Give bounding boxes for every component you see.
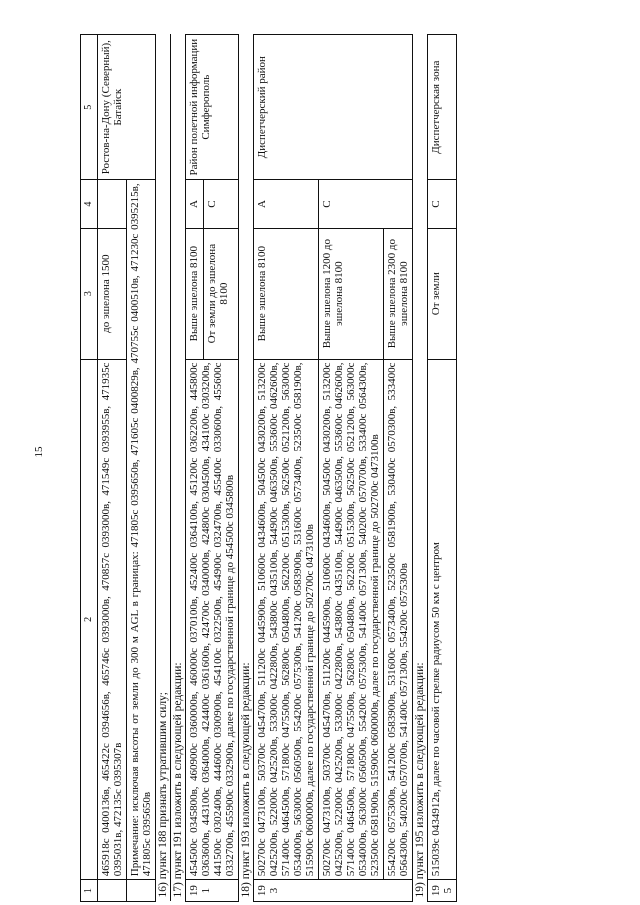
table-row-193a [254, 35, 319, 902]
cell-altitude [186, 228, 239, 359]
cell-coordinates: 465918с 0400136в, 465422с 0394656в, 465746с 0393000в, 470857с 0393000в, 471549с 0393955в, 471935с 0395031в, 472135с 0395307в [98, 359, 127, 880]
cell-zone: Ростов-на-Дону (Северный), Батайск [98, 35, 156, 180]
cell-class [186, 180, 239, 228]
list-item [239, 35, 254, 902]
table-row-continued [98, 35, 127, 902]
altitude-class-c: От земли до эшелона 8100 [203, 229, 230, 359]
cell-num-empty [127, 880, 156, 902]
col-number-1: 1 [81, 880, 98, 902]
cell-coordinates-c: 502700с 0473100в, 503700с 0454700в, 511200с 0445900в, 510600с 0434600в, 504500с 0430200в, 513200с 0425200в, 522000с 0425200в, 533000с 0422800в, 543800с 0435100в, 544900с 0463500в, 553600с 0462600в, 571400с 0464500в, 571800с 0475500в, 562800с 0504800в, 562200с 0515300в, 562500с 0521200в, 563000с 0534000в, 563000с 0560500в, 554200с 0575300в, 541400с 0571300в, 540200с 0570700в, 533400с 0564300в, 523500с 0581900в, 515900с 0600000в, далее по государственной границе до 502700с 0473100в [319, 359, 384, 880]
col-number-2: 2 [81, 359, 98, 880]
note-text: Примечание: исключая высоты от земли до 300 м AGL в границах: 471805с 0395650в, 471605с 0400829в, 470755с 0400510в, 471230с 0395215в, 471805с 0395650в [127, 180, 156, 880]
list-item [413, 35, 428, 902]
col-number-4: 4 [81, 180, 98, 228]
table-row-195 [428, 35, 457, 902]
amendment-item-19: 19) пункт 195 изложить в следующей редакции: [413, 35, 428, 902]
cell-coordinates: 515039с 0434912в, далее по часовой стрелке радиусом 50 км с центром [428, 359, 457, 880]
amendment-item-16: 16) пункт 188 признать утратившим силу; [156, 35, 171, 902]
cell-class-empty [98, 180, 127, 228]
col-number-3: 3 [81, 228, 98, 359]
cell-class-a: А [254, 180, 319, 228]
table-row-191 [186, 35, 239, 902]
cell-zone: Диспетчерская зона [428, 35, 457, 180]
amendment-item-17: 17) пункт 191 изложить в следующей редакции: [171, 35, 186, 902]
cell-coordinates: 454500с 0345800в, 460900с 0360000в, 460000с 0370100в, 452400с 0364100в, 451200с 0362200в, 445800с 0363600в, 443100с 0364000в, 424400с 0361600в, 424700с 0340000в, 424800с 0304500в, 434100с 0303200в, 441500с 0302400в, 444600с 0300900в, 454100с 0322500в, 454900с 0324700в, 455400с 0330600в, 455600с 0332700в, 455900с 0332900в, далее по государственной границе до 454500с 0345800в [186, 359, 239, 880]
cell-class: С [428, 180, 457, 228]
cell-altitude-c: Выше эшелона 1200 до эшелона 8100 [319, 228, 384, 359]
cell-zone: Диспетчерский район [254, 35, 413, 180]
cell-coordinates-a: 502700с 0473100в, 503700с 0454700в, 511200с 0445900в, 510600с 0434600в, 504500с 0430200в, 513200с 0425200в, 522000с 0425200в, 533000с 0422800в, 543800с 0435100в, 544900с 0463500в, 553600с 0462600в, 571400с 0464500в, 571800с 0475500в, 562800с 0504800в, 562200с 0515300в, 562500с 0521200в, 563000с 0534000в, 563000с 0560500в, 554200с 0575300в, 541200с 0583900в, 531600с 0573400в, 523500с 0581900в, 515900с 0600000в, далее по государственной границе до 502700с 0473100в [254, 359, 319, 880]
cell-altitude: От земли [428, 228, 457, 359]
cell-num-empty [98, 880, 127, 902]
row-number: 195 [428, 880, 457, 902]
airspace-class-c: С [203, 180, 218, 227]
cell-class-c: С [319, 180, 413, 228]
cell-coordinates-c2: 554200с 0575300в, 541200с 0583900в, 531600с 0573400в, 523500с 0581900в, 530400с 0570300в, 533400с 0564300в, 540200с 0570700в, 541400с 0571300в, 554200с 0575300в [384, 359, 413, 880]
cell-altitude: до эшелона 1500 [98, 228, 127, 359]
airspace-table [80, 34, 457, 902]
page-number: 15 [33, 446, 45, 458]
cell-altitude-a: Выше эшелона 8100 [254, 228, 319, 359]
cell-altitude-c2: Выше эшелона 2300 до эшелона 8100 [384, 228, 413, 359]
list-item [156, 35, 171, 902]
row-number: 191 [186, 880, 239, 902]
col-number-5: 5 [81, 35, 98, 180]
altitude-class-a: Выше эшелона 8100 [188, 245, 200, 342]
cell-zone: Район полетной информации Симферополь [186, 35, 239, 180]
rotated-sheet [80, 32, 600, 902]
airspace-class-a: А [188, 200, 200, 209]
row-number: 193 [254, 880, 413, 902]
column-number-row [81, 35, 98, 902]
list-item [171, 35, 186, 902]
amendment-item-18: 18) пункт 193 изложить в следующей редакции: [239, 35, 254, 902]
